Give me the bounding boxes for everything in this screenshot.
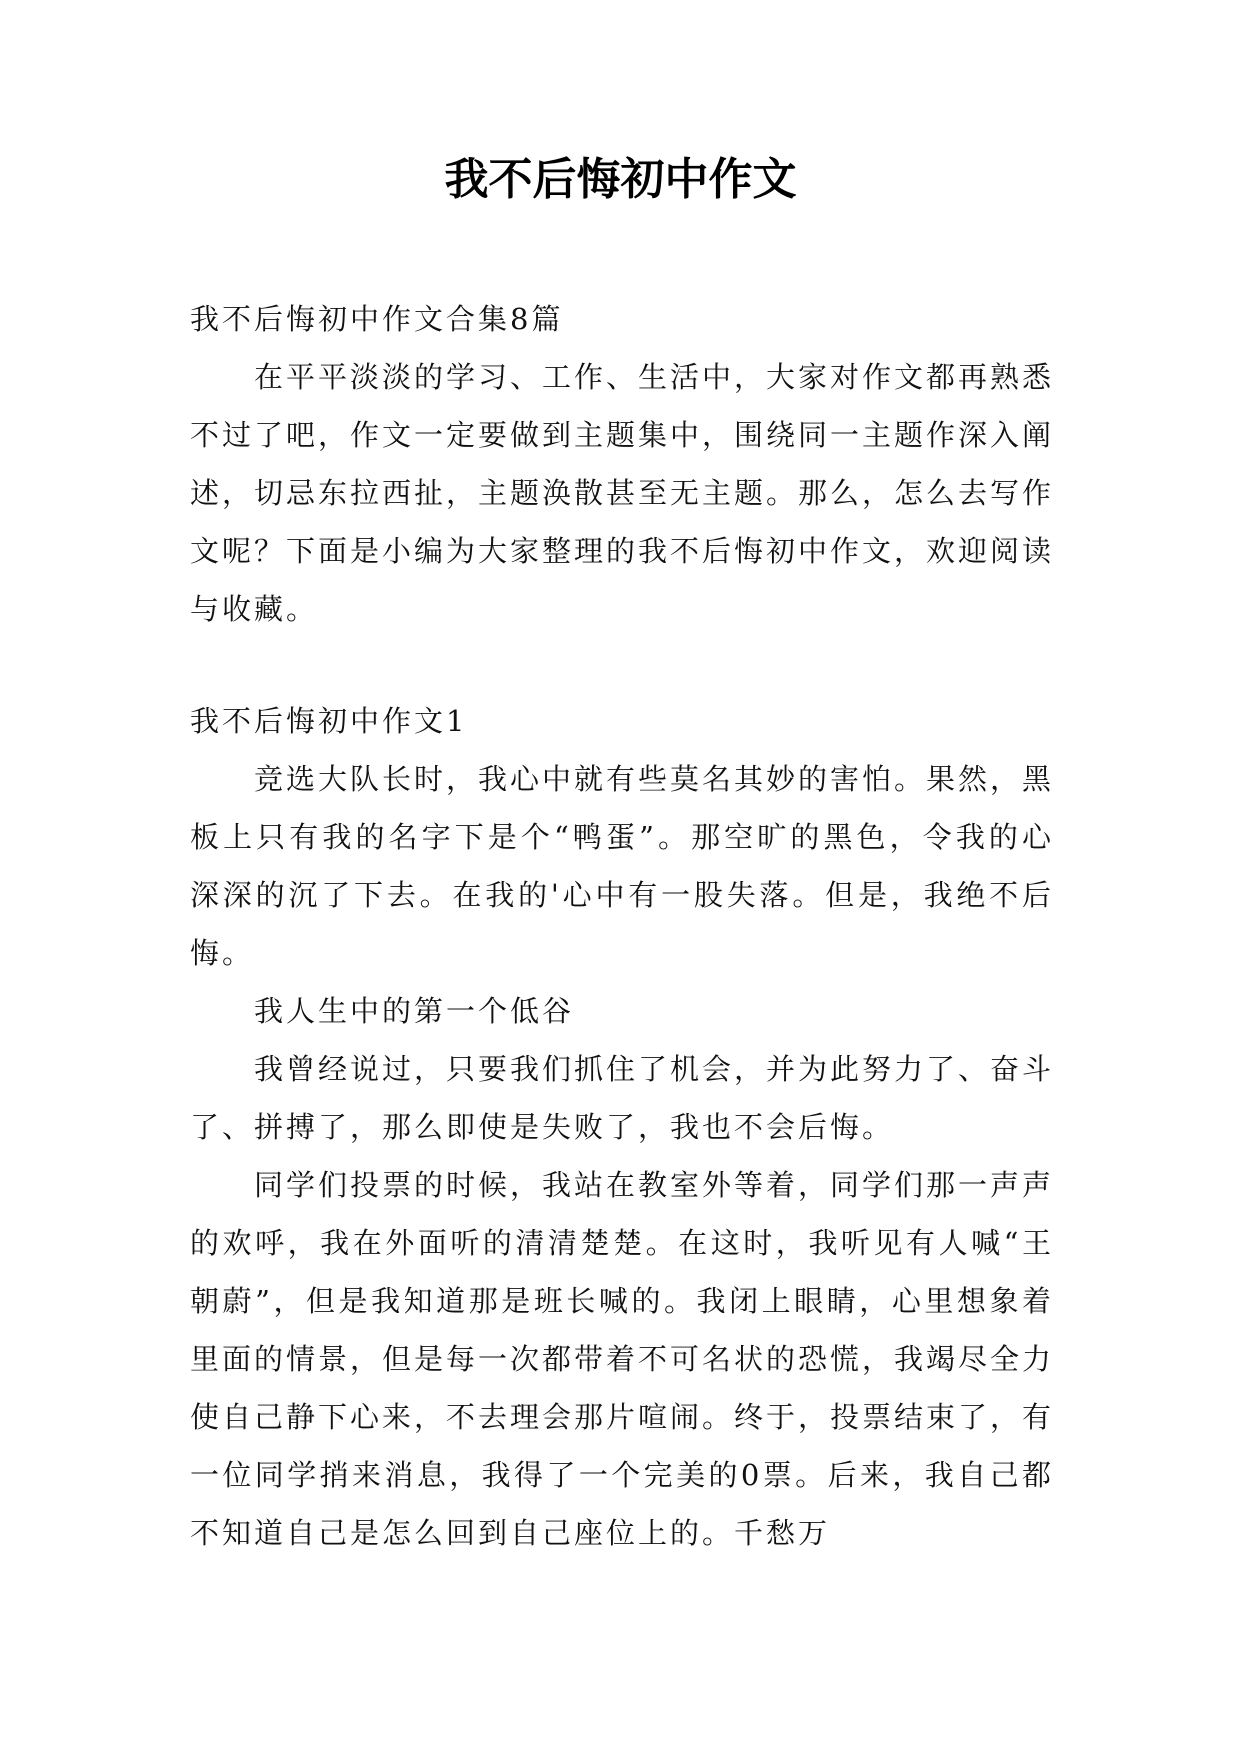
collection-subtitle: 我不后悔初中作文合集8篇	[190, 302, 564, 336]
essay-paragraph: 我曾经说过，只要我们抓住了机会，并为此努力了、奋斗了、拼搏了，那么即使是失败了，我也不会后悔。	[190, 1052, 1055, 1144]
essay-paragraph: 竞选大队长时，我心中就有些莫名其妙的害怕。果然，黑板上只有我的名字下是个“鸭蛋”。那空旷的黑色，令我的心深深的沉了下去。在我的'心中有一股失落。但是，我绝不后悔。	[190, 762, 1055, 970]
essay-paragraph: 同学们投票的时候，我站在教室外等着，同学们那一声声的欢呼，我在外面听的清清楚楚。在这时，我听见有人喊“王朝蔚”，但是我知道那是班长喊的。我闭上眼睛，心里想象着里面的情景，但是每一次都带着不可名状的恐慌，我竭尽全力使自己静下心来，不去理会那片喧闹。终于，投票结束了，有一位同学捎来消息，我得了一个完美的0票。后来，我自己都不知道自己是怎么回到自己座位上的。千愁万	[190, 1168, 1055, 1550]
intro-paragraph: 在平平淡淡的学习、工作、生活中，大家对作文都再熟悉不过了吧，作文一定要做到主题集中，围绕同一主题作深入阐述，切忌东拉西扯，主题涣散甚至无主题。那么，怎么去写作文呢？下面是小编为大家整理的我不后悔初中作文，欢迎阅读与收藏。	[190, 360, 1055, 626]
document-title: 我不后悔初中作文	[444, 154, 797, 205]
section-heading-1: 我不后悔初中作文1	[190, 704, 468, 738]
essay-paragraph: 我人生中的第一个低谷	[254, 994, 575, 1028]
document-body	[190, 290, 1054, 1562]
